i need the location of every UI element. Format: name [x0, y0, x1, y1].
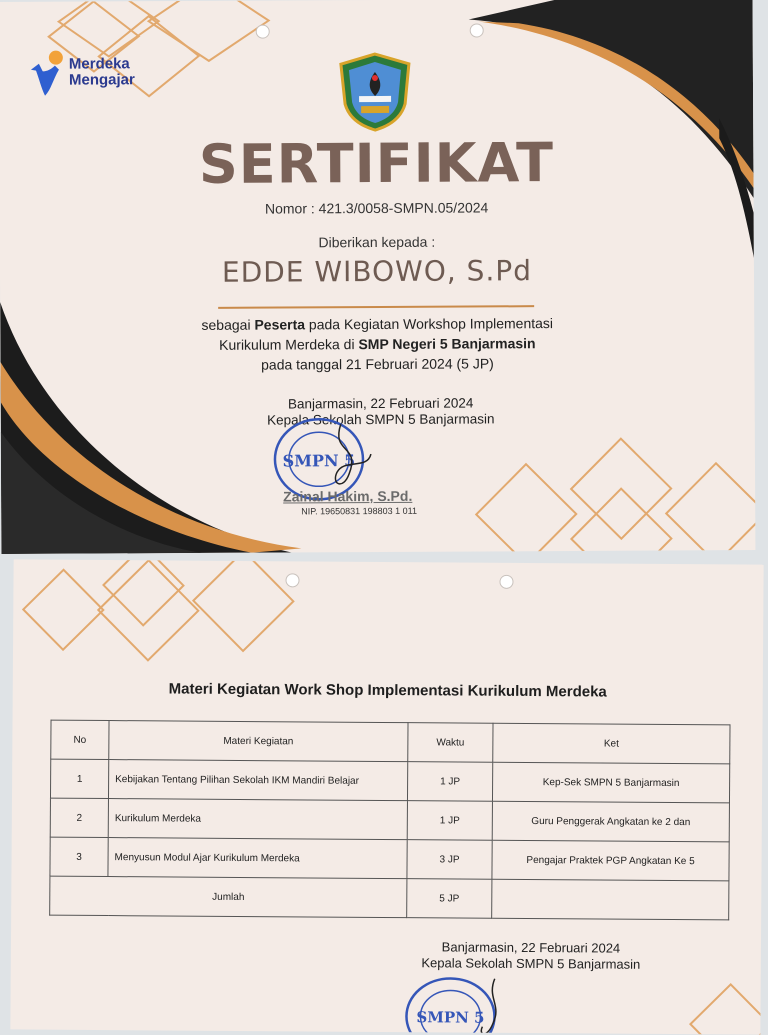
binder-hole	[470, 23, 484, 37]
binder-hole	[256, 25, 270, 39]
row-waktu: 3 JP	[407, 840, 492, 880]
desc-part2: pada Kegiatan Workshop Implementasi	[304, 315, 554, 333]
table-total-row	[50, 876, 729, 920]
binder-hole	[499, 575, 513, 589]
table-row	[50, 837, 729, 881]
merdeka-mengajar-icon	[31, 50, 65, 96]
row-ket: Kep-Sek SMPN 5 Banjarmasin	[492, 762, 729, 803]
desc-school: SMP Negeri 5 Banjarmasin	[358, 335, 536, 353]
row-materi: Menyusun Modul Ajar Kurikulum Merdeka	[108, 838, 407, 879]
total-value: 5 JP	[407, 879, 492, 919]
signer-position: Kepala Sekolah SMPN 5 Banjarmasin	[267, 411, 495, 428]
stamp-label: SMPN 5	[282, 451, 356, 471]
row-waktu: 1 JP	[407, 801, 492, 841]
header-ket: Ket	[493, 723, 730, 764]
merdeka-mengajar-logo	[31, 49, 135, 96]
header-materi: Materi Kegiatan	[109, 721, 408, 762]
row-materi: Kebijakan Tentang Pilihan Sekolah IKM Mandiri Belajar	[108, 760, 407, 801]
row-ket: Pengajar Praktek PGP Angkatan Ke 5	[492, 840, 729, 881]
signer-nip: NIP. 19650831 198803 1 011	[301, 505, 418, 517]
row-no: 3	[50, 837, 108, 876]
table-row	[50, 798, 729, 842]
binder-hole	[285, 573, 299, 587]
given-to-label: Diberikan kepada :	[318, 233, 436, 251]
place-date: Banjarmasin, 22 Februari 2024	[287, 395, 474, 412]
recipient-name: EDDE WIBOWO, S.Pd	[221, 254, 533, 289]
row-no: 2	[50, 798, 108, 837]
agenda-title: Materi Kegiatan Work Shop Implementasi Kurikulum Merdeka	[168, 680, 607, 701]
logo-text-line1: Merdeka	[68, 55, 130, 73]
agenda-signature-block	[391, 939, 671, 973]
certificate-number: Nomor : 421.3/0058-SMPN.05/2024	[264, 199, 489, 217]
signer-name: Zainal Hakim, S.Pd.	[283, 487, 413, 505]
logo-text-line2: Mengajar	[68, 71, 135, 89]
row-no: 1	[50, 759, 108, 798]
header-waktu: Waktu	[408, 723, 493, 763]
school-emblem	[335, 52, 415, 132]
total-ket	[492, 879, 729, 920]
row-waktu: 1 JP	[407, 762, 492, 802]
table-row	[50, 759, 729, 803]
agenda-place-date: Banjarmasin, 22 Februari 2024	[441, 939, 621, 956]
total-label: Jumlah	[50, 876, 407, 917]
row-materi: Kurikulum Merdeka	[108, 799, 407, 840]
agenda-table	[49, 720, 730, 921]
certificate-title: SERTIFIKAT	[198, 131, 555, 196]
agenda-school-stamp	[402, 974, 512, 1034]
desc-role: Peserta	[254, 316, 306, 333]
agenda-page	[10, 559, 763, 1034]
agenda-signer-position: Kepala Sekolah SMPN 5 Banjarmasin	[421, 955, 641, 972]
agenda-stamp-label: SMPN 5	[416, 1008, 485, 1027]
certificate-description	[100, 313, 654, 376]
desc-part1: sebagai	[201, 316, 255, 333]
table-header-row	[51, 720, 730, 764]
header-no: No	[51, 720, 109, 759]
desc-line3: pada tanggal 21 Februari 2024 (5 JP)	[261, 355, 494, 373]
desc-line2: Kurikulum Merdeka di	[219, 336, 359, 353]
row-ket: Guru Penggerak Angkatan ke 2 dan	[492, 801, 729, 842]
